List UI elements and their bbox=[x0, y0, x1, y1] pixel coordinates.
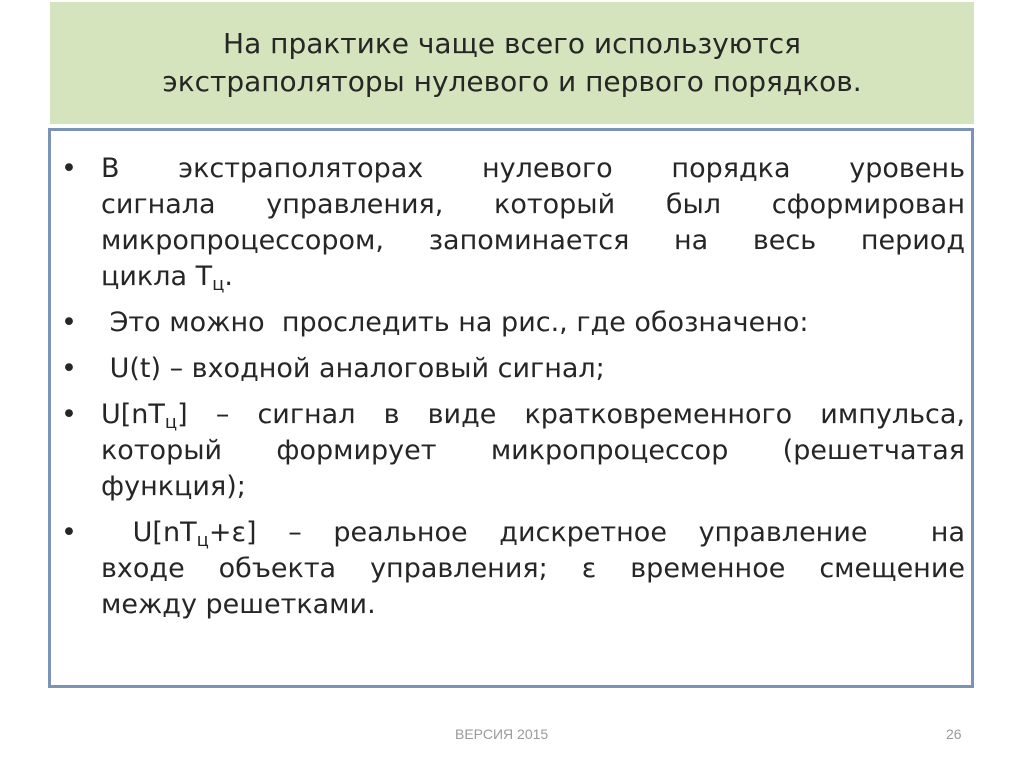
content-box bbox=[48, 128, 974, 688]
bullet-4-line-3: функция); bbox=[101, 471, 246, 502]
bullet-2-line-1: Это можно проследить на рис., где обозначено: bbox=[101, 307, 809, 338]
bullet-3-line-1: U(t) – входной аналоговый сигнал; bbox=[101, 353, 605, 384]
bullet-icon: • bbox=[61, 517, 77, 548]
bullet-text-5 bbox=[101, 515, 965, 623]
bullet-text-2 bbox=[101, 305, 965, 341]
footer-version: ВЕРСИЯ 2015 bbox=[455, 726, 549, 742]
slide-title-box bbox=[50, 2, 974, 124]
bullet-text-4 bbox=[101, 397, 965, 505]
bullet-5-line-1-text: U[nT bbox=[101, 517, 197, 548]
bullet-1-line-2: сигнала управления, который был сформирован bbox=[101, 189, 965, 220]
bullet-item-3 bbox=[51, 351, 971, 387]
bullet-item-1 bbox=[51, 151, 971, 295]
bullet-1-line-1: В экстраполяторах нулевого порядка уровень bbox=[101, 153, 965, 184]
bullet-5-subscript: ц bbox=[196, 530, 209, 551]
bullet-4-line-2: который формирует микропроцессор (решетчатая bbox=[101, 435, 965, 466]
bullet-text-1 bbox=[101, 151, 965, 295]
bullet-1-line-3: микропроцессором, запоминается на весь период bbox=[101, 225, 965, 256]
bullet-1-subscript: ц bbox=[212, 274, 225, 295]
slide-title-line-2: экстраполяторы нулевого и первого порядков. bbox=[162, 65, 862, 98]
bullet-list bbox=[51, 151, 971, 633]
bullet-5-line-2: входе объекта управления; ε временное смещение bbox=[101, 553, 965, 584]
bullet-icon: • bbox=[61, 399, 77, 430]
bullet-1-line-4-text: цикла Т bbox=[101, 261, 213, 292]
bullet-icon: • bbox=[61, 153, 77, 184]
slide-title-line-1: На практике чаще всего используются bbox=[223, 27, 801, 60]
bullet-icon: • bbox=[61, 353, 77, 384]
bullet-text-3 bbox=[101, 351, 965, 387]
bullet-4-line-1 bbox=[101, 397, 965, 433]
bullet-4-line-1-text: U[nT bbox=[101, 399, 165, 430]
bullet-5-line-1 bbox=[101, 515, 965, 551]
bullet-item-2 bbox=[51, 305, 971, 341]
bullet-4-subscript: ц bbox=[164, 412, 178, 433]
bullet-5-line-1-rest: +ε] – реальное дискретное управление на bbox=[208, 517, 966, 548]
bullet-1-line-4 bbox=[101, 259, 965, 295]
bullet-icon: • bbox=[61, 307, 77, 338]
bullet-item-5 bbox=[51, 515, 971, 623]
page-number: 26 bbox=[946, 726, 962, 742]
bullet-1-line-4-end: . bbox=[224, 261, 233, 292]
bullet-4-line-1-rest: ] – сигнал в виде кратковременного импульса, bbox=[177, 399, 965, 430]
bullet-5-line-3: между решетками. bbox=[101, 589, 376, 620]
bullet-item-4 bbox=[51, 397, 971, 505]
